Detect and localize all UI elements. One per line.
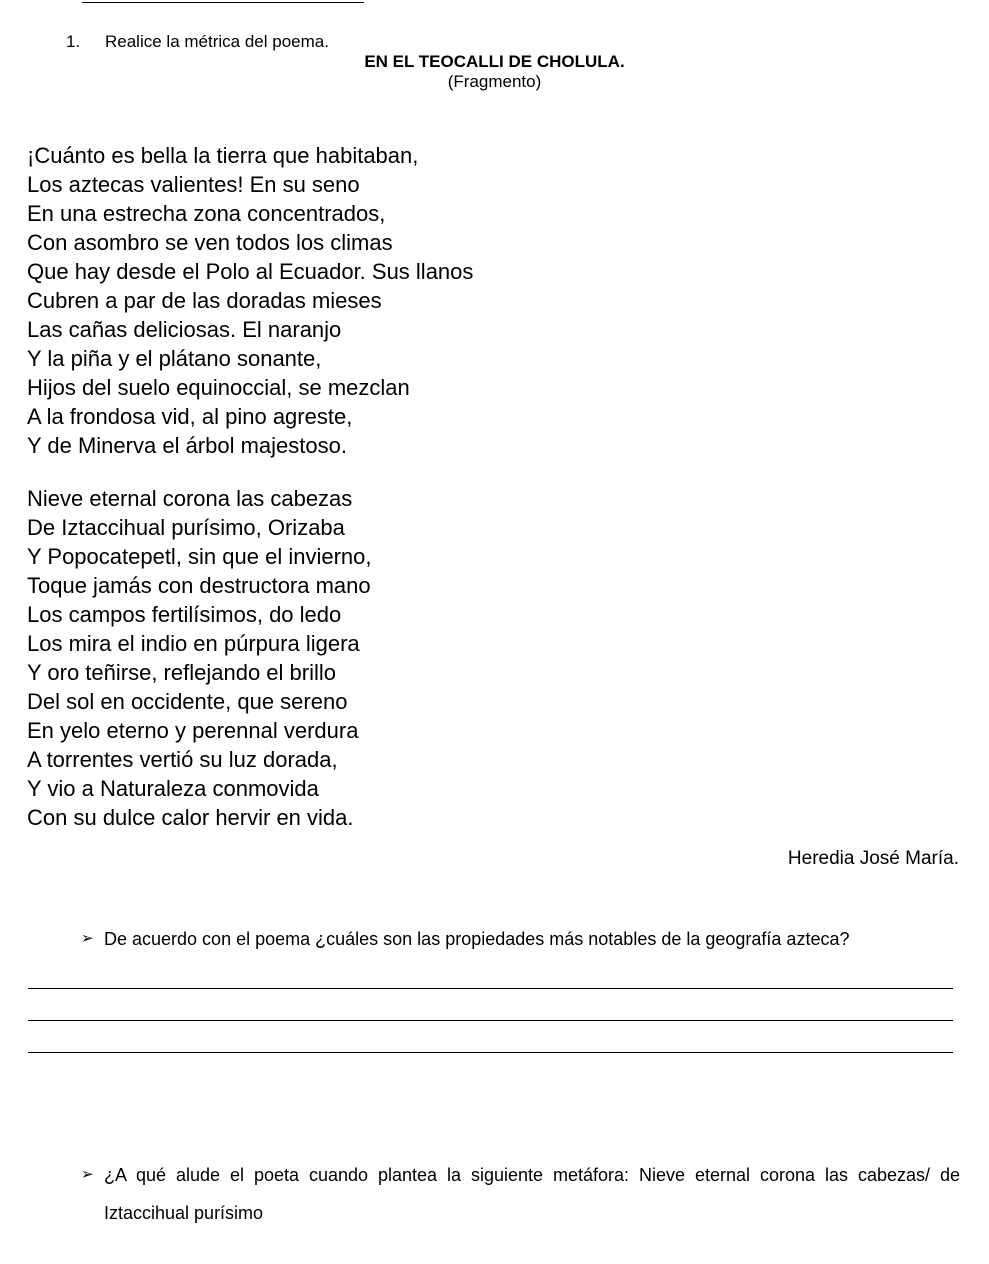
question-1 <box>81 928 960 950</box>
instruction <box>66 32 329 52</box>
poem-line: Y de Minerva el árbol majestoso. <box>27 433 347 458</box>
question-2 <box>81 1156 960 1232</box>
poem-line: A torrentes vertió su luz dorada, <box>27 747 338 772</box>
poem-line: De Iztaccihual purísimo, Orizaba <box>27 515 345 540</box>
poem-author: Heredia José María. <box>787 848 959 869</box>
poem-line: Nieve eternal corona las cabezas <box>27 486 353 511</box>
poem-line: Los campos fertilísimos, do ledo <box>27 602 342 627</box>
answer-line[interactable] <box>28 988 953 989</box>
poem-line: Con su dulce calor hervir en vida. <box>27 805 354 830</box>
question-text: ¿A qué alude el poeta cuando plantea la siguiente metáfora: Nieve eternal corona las cabezas/ de Iztaccihual purísimo <box>104 1165 960 1223</box>
poem-line: Hijos del suelo equinoccial, se mezclan <box>27 375 410 400</box>
poem-line: Y vio a Naturaleza conmovida <box>27 776 319 801</box>
poem-line: Y oro teñirse, reflejando el brillo <box>27 660 336 685</box>
poem-line: Y la piña y el plátano sonante, <box>27 346 322 371</box>
poem-line: ¡Cuánto es bella la tierra que habitaban, <box>27 143 419 168</box>
stanza-1 <box>27 141 473 460</box>
answer-line[interactable] <box>28 1052 953 1053</box>
poem-line: En una estrecha zona concentrados, <box>27 201 386 226</box>
instruction-text: Realice la métrica del poema. <box>105 32 329 51</box>
stanza-2 <box>27 484 372 832</box>
poem-line: Toque jamás con destructora mano <box>27 573 371 598</box>
poem-line: Cubren a par de las doradas mieses <box>27 288 382 313</box>
answer-line[interactable] <box>28 1020 953 1021</box>
poem-line: A la frondosa vid, al pino agreste, <box>27 404 353 429</box>
poem-title: EN EL TEOCALLI DE CHOLULA. <box>364 52 625 71</box>
poem-line: Los aztecas valientes! En su seno <box>27 172 360 197</box>
poem-line: Del sol en occidente, que sereno <box>27 689 348 714</box>
poem-line: Que hay desde el Polo al Ecuador. Sus llanos <box>27 259 474 284</box>
instruction-number: 1. <box>66 32 81 51</box>
poem-line: Con asombro se ven todos los climas <box>27 230 393 255</box>
poem-line: Los mira el indio en púrpura ligera <box>27 631 360 656</box>
question-text: De acuerdo con el poema ¿cuáles son las propiedades más notables de la geografía azteca? <box>104 929 850 949</box>
poem-line: Y Popocatepetl, sin que el invierno, <box>27 544 372 569</box>
arrow-bullet-icon: ➢ <box>81 930 94 947</box>
top-rule <box>82 2 364 3</box>
poem-line: En yelo eterno y perennal verdura <box>27 718 359 743</box>
poem-line: Las cañas deliciosas. El naranjo <box>27 317 342 342</box>
poem-subtitle: (Fragmento) <box>447 72 542 91</box>
arrow-bullet-icon: ➢ <box>81 1166 94 1183</box>
